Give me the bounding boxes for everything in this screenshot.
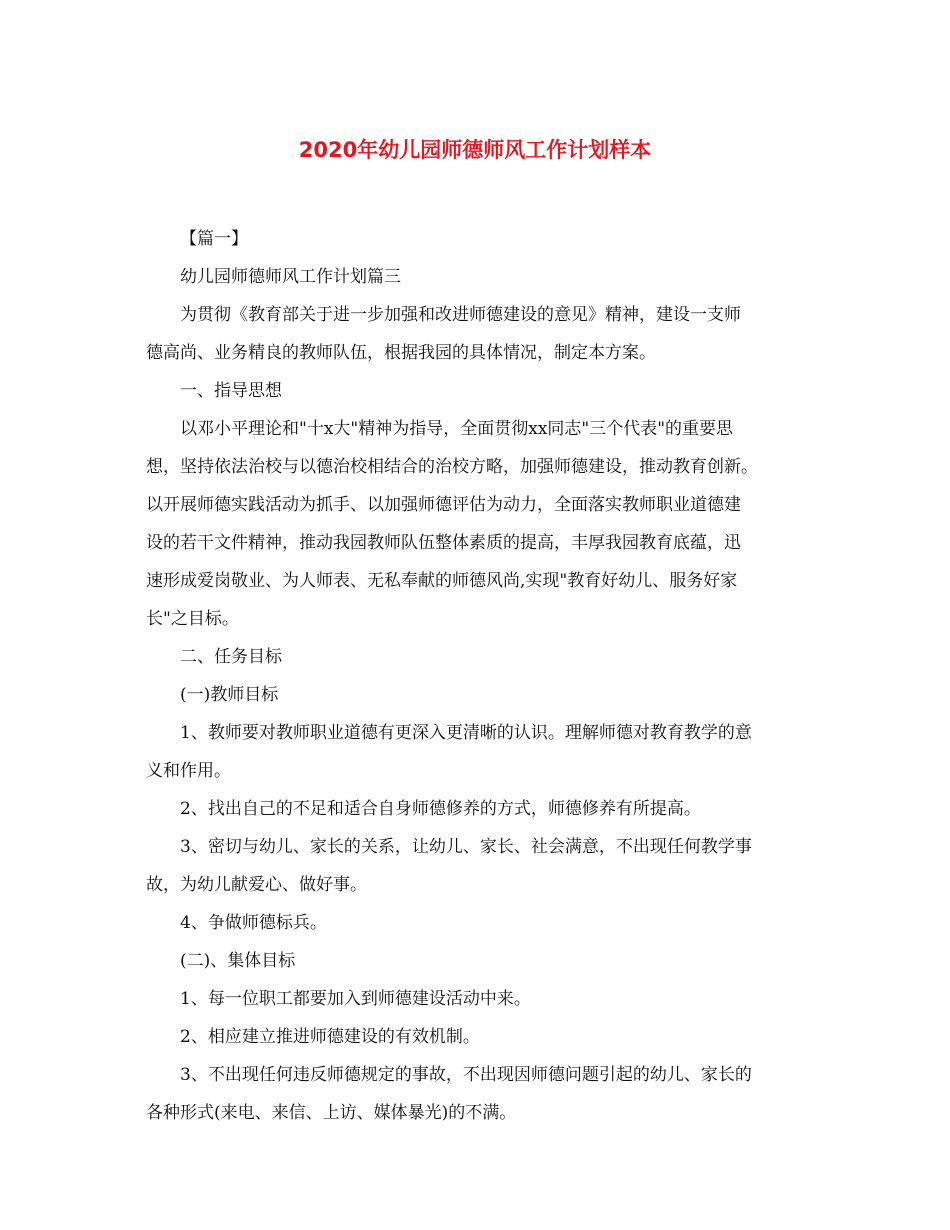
- document-body: [146, 220, 810, 1132]
- text-line: 2、找出自己的不足和适合自身师德修养的方式，师德修养有所提高。: [180, 799, 701, 819]
- text-line: 想，坚持依法治校与以德治校相结合的治校方略，加强师德建设，推动教育创新。: [146, 457, 758, 477]
- text-line: 一、指导思想: [180, 381, 282, 401]
- text-line: 故，为幼儿献爱心、做好事。: [146, 875, 367, 895]
- text-line: 1、每一位职工都要加入到师德建设活动中来。: [180, 989, 531, 1009]
- text-line: (二)、集体目标: [180, 951, 296, 971]
- text-line: 以邓小平理论和"十x大"精神为指导，全面贯彻xx同志"三个代表"的重要思: [180, 419, 734, 439]
- text-line: 义和作用。: [146, 761, 231, 781]
- text-line: 德高尚、业务精良的教师队伍，根据我园的具体情况，制定本方案。: [146, 343, 656, 363]
- text-line: (一)教师目标: [180, 685, 279, 705]
- text-line: 设的若干文件精神，推动我园教师队伍整体素质的提高，丰厚我园教育底蕴，迅: [146, 533, 741, 553]
- text-line: 【篇一】: [180, 229, 248, 249]
- document-title: 2020年幼儿园师德师风工作计划样本: [298, 138, 652, 162]
- text-line: 为贯彻《教育部关于进一步加强和改进师德建设的意见》精神，建设一支师: [180, 305, 741, 325]
- text-line: 3、不出现任何违反师德规定的事故，不出现因师德问题引起的幼儿、家长的: [180, 1065, 752, 1085]
- text-line: 以开展师德实践活动为抓手、以加强师德评估为动力，全面落实教师职业道德建: [146, 495, 741, 515]
- text-line: 3、密切与幼儿、家长的关系，让幼儿、家长、社会满意，不出现任何教学事: [180, 837, 752, 857]
- text-line: 1、教师要对教师职业道德有更深入更清晰的认识。理解师德对教育教学的意: [180, 723, 752, 743]
- text-line: 幼儿园师德师风工作计划篇三: [180, 267, 401, 287]
- text-line: 速形成爱岗敬业、为人师表、无私奉献的师德风尚,实现"教育好幼儿、服务好家: [146, 571, 738, 591]
- text-line: 4、争做师德标兵。: [180, 913, 327, 933]
- text-line: 各种形式(来电、来信、上访、媒体暴光)的不满。: [146, 1103, 517, 1123]
- text-line: 2、相应建立推进师德建设的有效机制。: [180, 1027, 480, 1047]
- text-line: 长"之目标。: [146, 609, 239, 629]
- text-line: 二、任务目标: [180, 647, 282, 667]
